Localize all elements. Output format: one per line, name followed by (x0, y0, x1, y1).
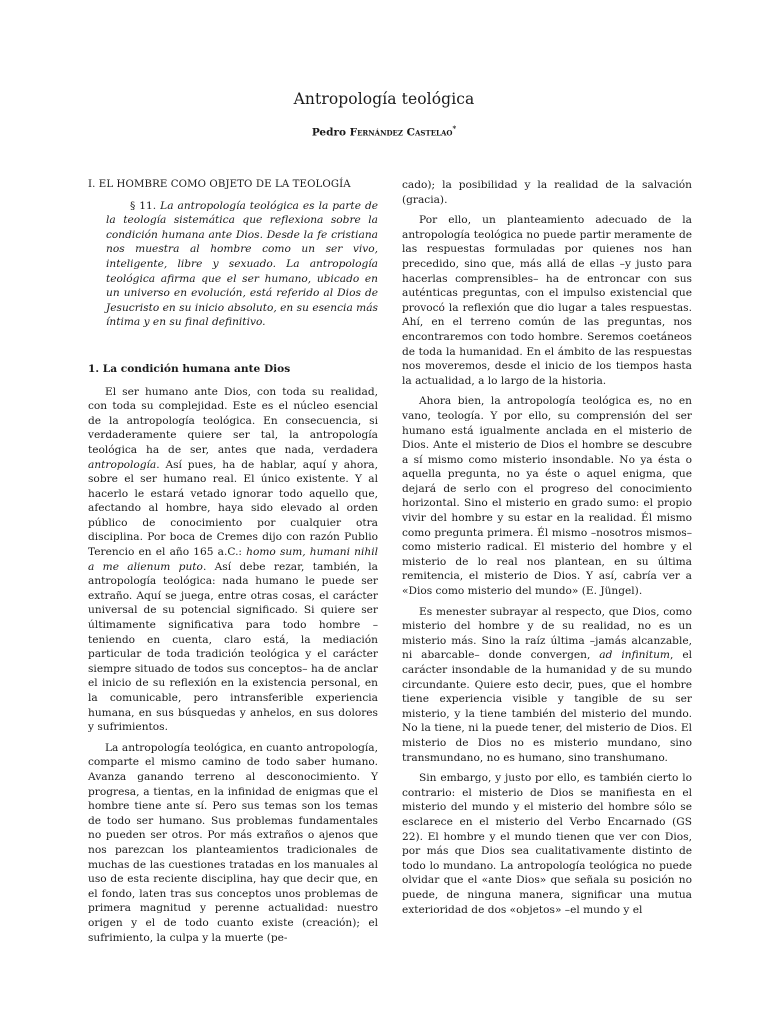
author-line (0, 124, 768, 139)
body-paragraph: Ahora bien, la antropología teológica es, no en vano, teología. Y por ello, su comprensión del ser humano está igualmente anclada en el misterio de Dios. Ante el misterio de Dios el hombre se descubre a sí mismo como misterio insondable. No ya ésta o aquella pregunta, no ya éste o aquel enigma, que dejará de serlo con el progreso del conocimiento horizontal. Sino el misterio en grado sumo: el propio vivir del hombre y su estar en la realidad. Él mismo como pregunta primera. Él mismo –nosotros mismos– como misterio radical. El misterio del hombre y el misterio de lo real nos plantean, en su última remitencia, el misterio de Dios. Y así, cabría ver a «Dios como misterio del mundo» (E. Jüngel). (402, 395, 692, 598)
body-paragraph: La antropología teológica, en cuanto antropología, comparte el mismo camino de todo saber humano. Avanza ganando terreno al desconocimiento. Y progresa, a tientas, en la infinidad de enigmas que el hombre tiene ante sí. Pero sus temas son los temas de todo ser humano. Sus problemas fundamentales no pueden ser otros. Por más extraños o ajenos que nos parezcan los planteamientos tradicionales de muchas de las cuestiones tratadas en los manuales al uso de esta reciente disciplina, hay que decir que, en el fondo, laten tras sus conceptos unos problemas de primera magnitud y perenne actualidad: nuestro origen y el de todo cuanto existe (creación); el sufrimiento, la culpa y la muerte (pe- (88, 741, 378, 944)
body-paragraph (402, 605, 692, 766)
text-run: , el carácter insondable de la humanidad y de su mundo circundante. Quiere esto decir, pues, que el hombre tiene experiencia visible y tangible de su ser misterio, y la tiene también del misterio del mundo. No la tiene, ni la puede tener, del misterio de Dios. El misterio de Dios no es misterio mundano, sino transmundano, no es humano, sino transhumano. (402, 649, 692, 764)
abstract-number: § 11. (130, 199, 157, 212)
text-run: . Así pues, ha de hablar, aquí y ahora, sobre el ser humano real. El único existente. Y al hacerlo le estará vetado ignorar todo aquello que, afectando al hombre, haya sido elevado al orden público de conocimiento por cualquier otra disciplina. Por boca de Cremes dijo con razón Publio Terencio en el año 165 a.C.: (88, 458, 378, 559)
body-paragraph: Sin embargo, y justo por ello, es también cierto lo contrario: el misterio de Dios se manifiesta en el misterio del mundo y el misterio del hombre sólo se esclarece en el misterio del Verbo Encarnado (GS 22). El hombre y el mundo tienen que ver con Dios, por más que Dios sea cualitativamente distinto de todo lo mundano. La antropología teológica no puede olvidar que el «ante Dios» que señala su posición no puede, de ninguna manera, significar una mutua exterioridad de dos «objetos» –el mundo y el (402, 772, 692, 916)
body-paragraph: cado); la posibilidad y la realidad de la salvación (gracia). (402, 179, 692, 206)
author-last-name: Fernández Castelao (349, 126, 453, 139)
body-paragraph: Por ello, un planteamiento adecuado de la antropología teológica no puede partir meramente de las respuestas formuladas por quienes nos han precedido, sino que, más allá de ellas –y justo para hacerlas comprensibles– ha de entroncar con sus auténticas preguntas, con el impulso existencial que provocó la reflexión que dio lugar a tales respuestas. Ahí, en el terreno común de las preguntas, nos encontraremos con todo hombre. Seremos coetáneos de toda la humanidad. En el ámbito de las respuestas nos moveremos, desde el inicio de los tiempos hasta la actualidad, a lo largo de la historia. (402, 214, 692, 387)
text-run: . Así debe rezar, también, la antropología teológica: nada humano le puede ser extraño. Aquí se juega, entre otras cosas, el carácter universal de su potencial significado. Si quiere ser últimamente significativa para todo hombre –teniendo en cuenta, claro está, la mediación particular de toda tradición teológica y el carácter siempre situado de todos sus conceptos– ha de anclar el inicio de su reflexión en la existencia personal, en la comunicable, pero intransferible experiencia humana, en sus búsquedas y anhelos, en sus dolores y sufrimientos. (88, 560, 379, 734)
text-run: El ser humano ante Dios, con toda su realidad, con toda su complejidad. Este es el núcleo esencial de la antropología teológica. En consecuencia, si verdaderamente quiere ser tal, la antropología teológica ha de ser, antes que nada, verdadera (88, 385, 378, 456)
body-paragraph (88, 385, 378, 735)
text-run: Es menester subrayar al respecto, que Dios, como misterio del hombre y de su realidad, no es un misterio más. Sino la raíz última –jamás alcanzable, ni abarcable– donde convergen, (402, 605, 692, 662)
author-footnote-mark: * (452, 124, 457, 133)
italic-run: ad infinitum (599, 649, 670, 662)
subsection-heading: 1. La condición humana ante Dios (88, 362, 291, 375)
right-column (402, 178, 692, 923)
abstract-text: La antropología teológica es la parte de la teología sistemática que reflexiona sobre la condición humana ante Dios. Desde la fe cristiana nos muestra al hombre como un ser vivo, inteligente, libre y sexuado. La antropología teológica afirma que el ser humano, ubicado en un universo en evolución, está referido al Dios de Jesucristo en su inicio absoluto, en su esencia más íntima y en su final definitivo. (106, 199, 379, 329)
section-heading: I. EL HOMBRE COMO OBJETO DE LA TEOLOGÍA (88, 179, 351, 190)
italic-run: antropología (88, 458, 157, 471)
italic-run: homo sum, humani nihil a me alienum puto (88, 546, 378, 573)
abstract-paragraph (106, 199, 378, 330)
left-column (88, 178, 378, 951)
author-first-name: Pedro (311, 126, 346, 139)
document-title: Antropología teológica (293, 90, 475, 108)
